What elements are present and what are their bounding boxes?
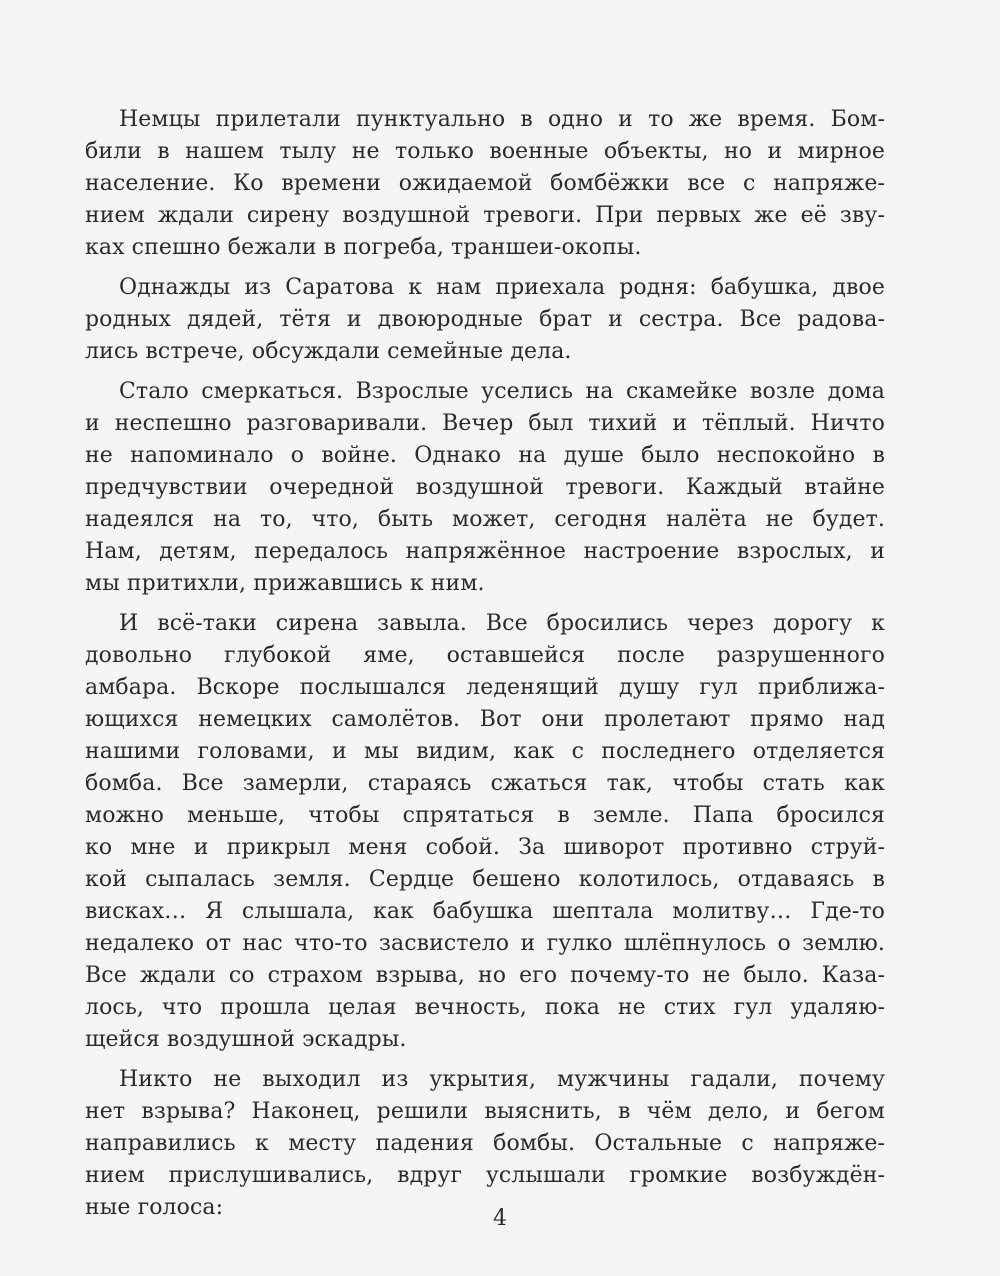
- text-line: Немцы прилетали пунктуально в одно и то же время. Бом-: [119, 107, 885, 132]
- text-line: население. Ко времени ожидаемой бомбёжки все с напряже-: [85, 171, 885, 196]
- text-line: можно меньше, чтобы спрятаться в земле. Папа бросился: [85, 803, 885, 828]
- text-line: Все ждали со страхом взрыва, но его почему-то не было. Каза-: [85, 963, 885, 988]
- text-line: не напоминало о войне. Однако на душе было неспокойно в: [85, 443, 885, 468]
- text-line: ках спешно бежали в погреба, траншеи-окопы.: [85, 235, 642, 260]
- text-line: направились к месту падения бомбы. Остальные с напряже-: [85, 1131, 885, 1156]
- text-line: И всё-таки сирена завыла. Все бросились через дорогу к: [119, 611, 885, 636]
- text-line: нием ждали сирену воздушной тревоги. При первых же её зву-: [85, 203, 885, 228]
- text-line: лись встрече, обсуждали семейные дела.: [85, 339, 572, 364]
- text-line: недалеко от нас что-то засвистело и гулко шлёпнулось о землю.: [85, 931, 885, 956]
- text-line: надеялся на то, что, быть может, сегодня налёта не будет.: [85, 507, 885, 532]
- paragraph: [85, 1064, 885, 1224]
- text-line: щейся воздушной эскадры.: [85, 1027, 407, 1052]
- text-line: нет взрыва? Наконец, решили выяснить, в чём дело, и бегом: [85, 1099, 885, 1124]
- text-line: амбара. Вскоре послышался леденящий душу гул приближа-: [85, 675, 885, 700]
- text-line: Никто не выходил из укрытия, мужчины гадали, почему: [119, 1067, 885, 1092]
- text-line: ющихся немецких самолётов. Вот они пролетают прямо над: [85, 707, 885, 732]
- text-line: бомба. Все замерли, стараясь сжаться так, чтобы стать как: [85, 771, 885, 796]
- text-line: лось, что прошла целая вечность, пока не стих гул удаляю-: [85, 995, 885, 1020]
- text-line: родных дядей, тётя и двоюродные брат и сестра. Все радова-: [85, 307, 885, 332]
- text-line: Нам, детям, передалось напряжённое настроение взрослых, и: [85, 539, 885, 564]
- text-line: мы притихли, прижавшись к ним.: [85, 571, 485, 596]
- text-line: предчувствии очередной воздушной тревоги. Каждый втайне: [85, 475, 885, 500]
- text-line: ко мне и прикрыл меня собой. За шиворот противно струй-: [85, 835, 885, 860]
- paragraph: [85, 608, 885, 1056]
- page-number: 4: [493, 1206, 507, 1231]
- text-line: висках… Я слышала, как бабушка шептала молитву… Где-то: [85, 899, 885, 924]
- text-line: Стало смеркаться. Взрослые уселись на скамейке возле дома: [119, 379, 885, 404]
- text-line: Однажды из Саратова к нам приехала родня: бабушка, двое: [119, 275, 885, 300]
- text-line: и неспешно разговаривали. Вечер был тихий и тёплый. Ничто: [85, 411, 885, 436]
- text-line: кой сыпалась земля. Сердце бешено колотилось, отдаваясь в: [85, 867, 885, 892]
- text-line: нашими головами, и мы видим, как с последнего отделяется: [85, 739, 885, 764]
- body-text: [85, 104, 885, 1224]
- paragraph: [85, 376, 885, 600]
- text-line: довольно глубокой яме, оставшейся после разрушенного: [85, 643, 885, 668]
- text-line: нием прислушивались, вдруг услышали громкие возбуждён-: [85, 1163, 885, 1188]
- paragraph: [85, 104, 885, 264]
- text-line: били в нашем тылу не только военные объекты, но и мирное: [85, 139, 885, 164]
- text-line: ные голоса:: [85, 1195, 224, 1220]
- paragraph: [85, 272, 885, 368]
